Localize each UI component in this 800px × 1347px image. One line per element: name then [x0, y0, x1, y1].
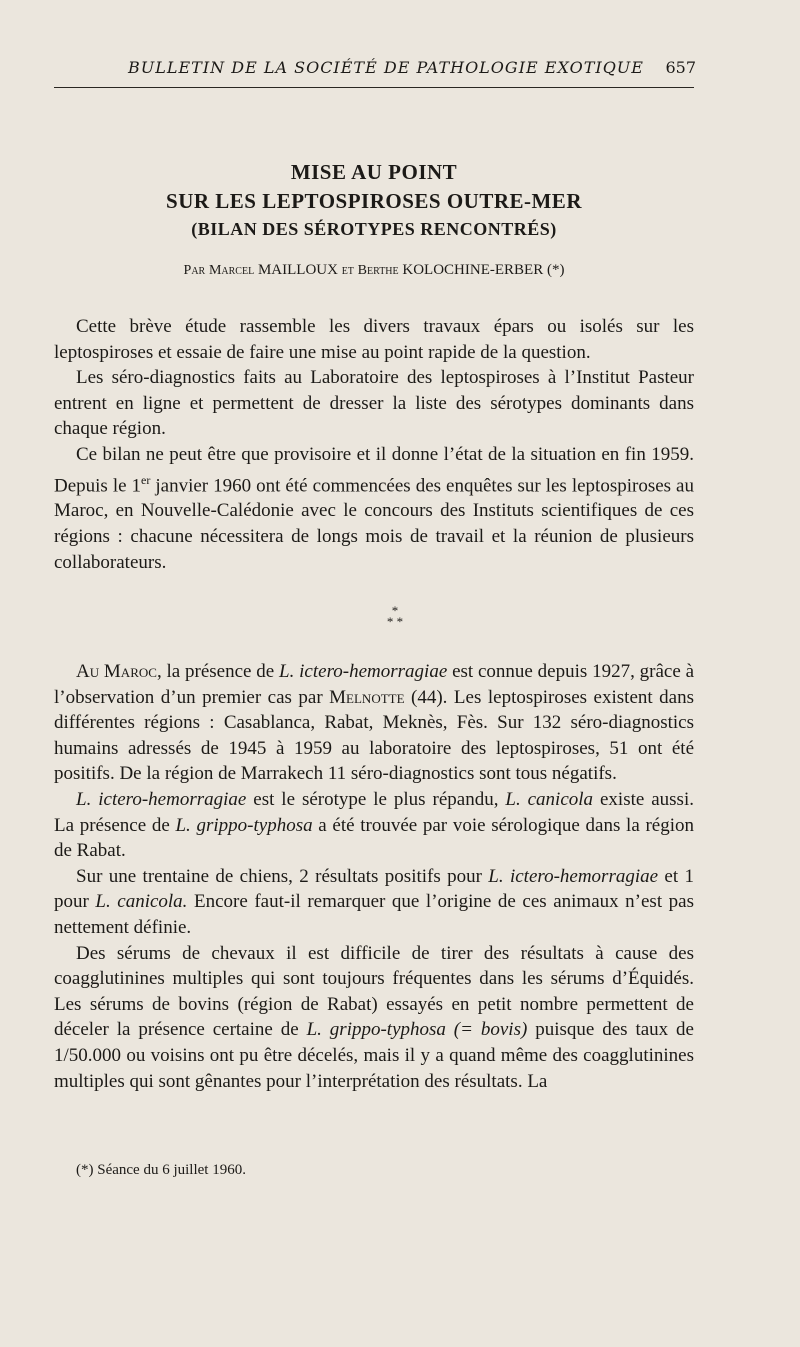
- intro-section: [54, 314, 694, 575]
- author2-last-name: KOLOCHINE-ERBER: [402, 262, 544, 278]
- maroc-lead: Au Maroc: [76, 661, 157, 682]
- maroc-p1-text-b: est connue depuis 1927, grâce à l’observation d’un premier cas par: [54, 661, 695, 708]
- maroc-paragraph-1: [54, 659, 694, 787]
- title-line-2: SUR LES LEPTOSPIROSES OUTRE-MER: [166, 189, 582, 213]
- maroc-p2-text-a: est le sérotype le plus répandu,: [246, 788, 506, 810]
- running-title: BULLETIN DE LA SOCIÉTÉ DE PATHOLOGIE EXOTIQUE: [128, 58, 644, 77]
- maroc-paragraph-4: [54, 941, 694, 1095]
- asterism-bottom: * *: [386, 614, 404, 629]
- intro-paragraph-2: Les séro-diagnostics faits au Laboratoire des leptospiroses à l’Institut Pasteur entrent en ligne et permettent de dresser la liste des sérotypes dominants dans chaque région.: [54, 367, 694, 440]
- byline-par: Par: [183, 263, 206, 278]
- maroc-p3-text-a: Sur une trentaine de chiens, 2 résultats positifs pour: [76, 865, 489, 887]
- author1-last-name: MAILLOUX: [257, 262, 338, 278]
- species-name: L. ictero-hemorragiae: [488, 865, 659, 887]
- maroc-p4-text-a: Des sérums de chevaux il est difficile de tirer des résultats à cause des coagglutinines multiples qui sont toujours fréquentes dans les sérums d’Équidés. Les sérums de bovins (région de Rabat) essayés en petit nombre permettent de déceler la présence certaine de: [54, 942, 694, 1041]
- maroc-section: [54, 659, 694, 1094]
- maroc-p3-text-c: Encore faut-il remarquer que l’origine de ces animaux n’est pas nettement définie.: [54, 891, 694, 938]
- maroc-p4-text-b: puisque des taux de 1/50.000 ou voisins ont pu être décelés, mais il y a quand même des coagglutinines multiples qui sont gênantes pour l’interprétation des résultats. La: [54, 1019, 694, 1092]
- page-number: 657: [665, 58, 696, 77]
- cited-author: Melnotte: [329, 686, 405, 708]
- intro-p3-end: janvier 1960 ont été commencées des enquêtes sur les leptospiroses au Maroc, en Nouvelle-Calédonie avec le concours des Instituts scientifiques de ces régions : chacune nécessitera de longs mois de travail et la réunion de plusieurs collaborateurs.: [54, 474, 694, 573]
- author1-first-name: Marcel: [208, 263, 255, 278]
- footnote-mark: (*): [546, 262, 565, 278]
- intro-p3-start: Ce bilan ne peut être que provisoire et il donne l’état de la situation en fin 1959. Depuis le 1: [54, 443, 694, 496]
- maroc-paragraph-2: [54, 787, 694, 864]
- species-name: L. ictero-hemorragiae: [279, 661, 448, 682]
- running-head: [0, 58, 800, 82]
- species-name: L. grippo-typhosa: [175, 814, 313, 836]
- article-title: [54, 158, 694, 242]
- author2-first-name: Berthe: [357, 263, 399, 278]
- maroc-p2-text-b: existe aussi. La présence de: [54, 788, 694, 836]
- title-line-3: (BILAN DES SÉROTYPES RENCONTRÉS): [191, 219, 557, 239]
- maroc-paragraph-3: [54, 864, 694, 941]
- byline-et: et: [341, 263, 354, 278]
- species-name: L. canicola: [505, 788, 594, 810]
- header-rule: [54, 87, 694, 88]
- asterism-top: *: [391, 603, 399, 618]
- maroc-p2-text-c: a été trouvée par voie sérologique dans la région de Rabat.: [54, 814, 694, 862]
- section-asterism: [380, 605, 410, 627]
- maroc-p3-text-b: et 1 pour: [54, 865, 694, 913]
- footnote: (*) Séance du 6 juillet 1960.: [76, 1162, 246, 1178]
- maroc-p1-text-a: , la présence de: [156, 661, 280, 682]
- byline: [54, 262, 694, 279]
- intro-paragraph-1: Cette brève étude rassemble les divers travaux épars ou isolés sur les leptospiroses et essaie de faire une mise au point rapide de la question.: [54, 316, 694, 363]
- ordinal-superscript: er: [141, 472, 151, 487]
- intro-paragraph-3: [54, 442, 694, 575]
- species-name: L. ictero-hemorragiae: [76, 788, 247, 810]
- maroc-p1-text-c: (44). Les leptospiroses existent dans différentes régions : Casablanca, Rabat, Meknès, Fès. Sur 132 séro-diagnostics humains adressés de 1945 à 1959 au laboratoire des leptospiroses, 51 ont été positifs. De la région de Marrakech 11 séro-diagnostics sont tous négatifs.: [54, 686, 694, 785]
- species-name: L. grippo-typhosa (= bovis): [306, 1019, 528, 1041]
- species-name: L. canicola.: [95, 891, 188, 913]
- title-line-1: MISE AU POINT: [290, 160, 458, 184]
